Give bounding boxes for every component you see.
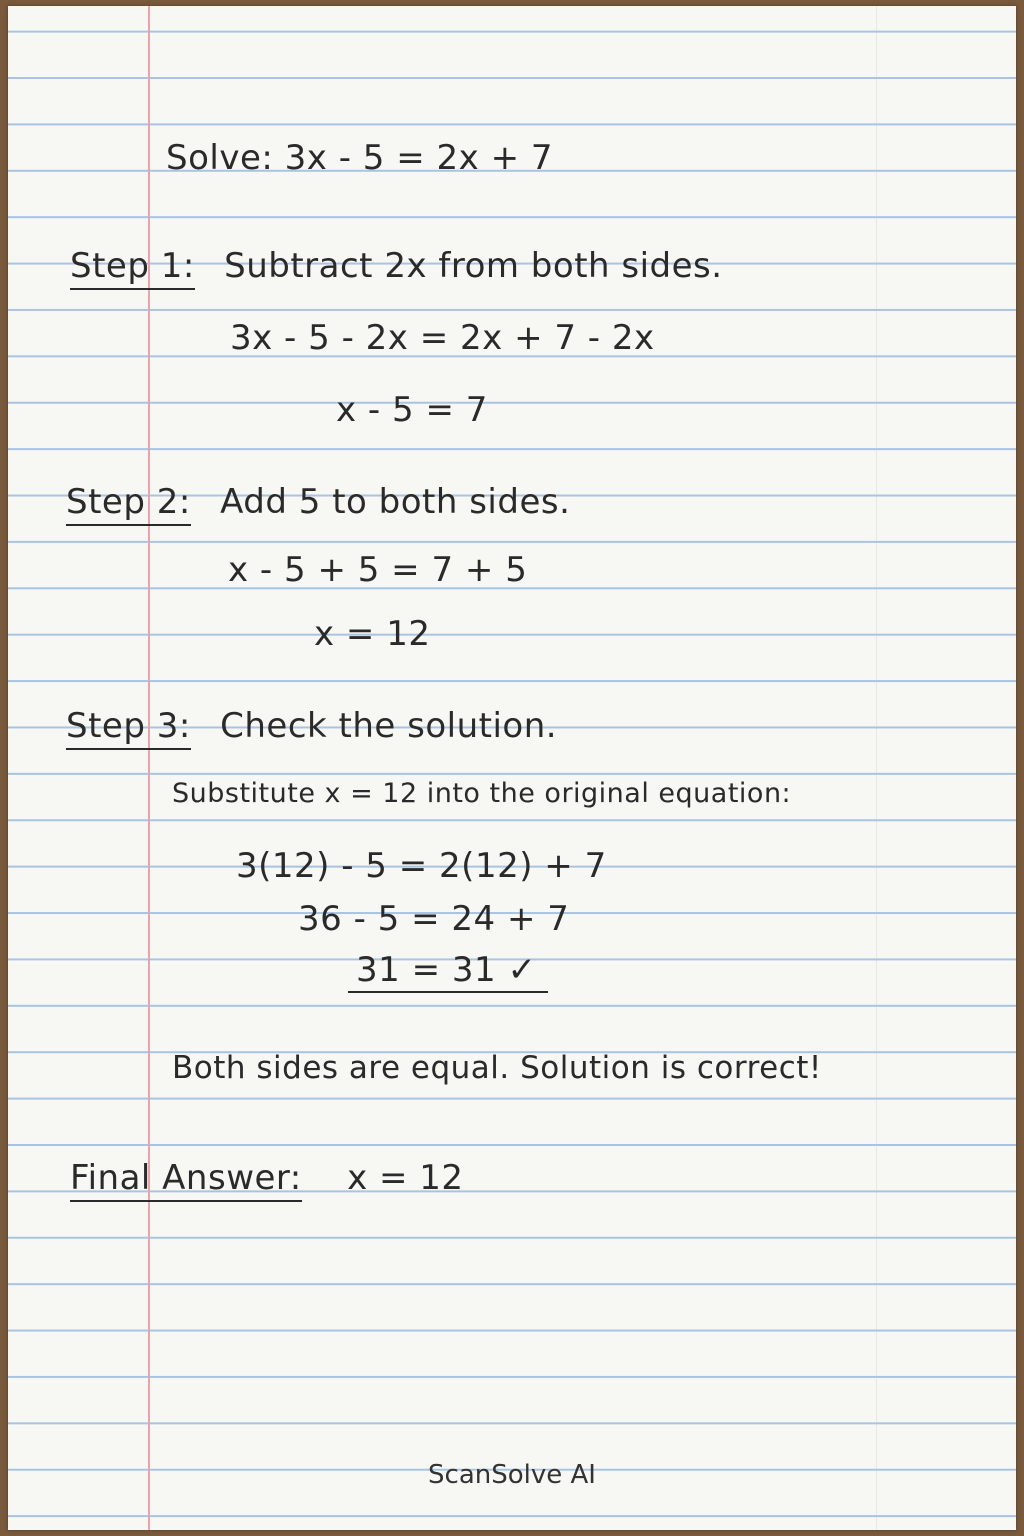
step2-equation-2: x = 12 bbox=[314, 614, 431, 654]
step3-substitute-text: Substitute x = 12 into the original equation: bbox=[172, 778, 792, 809]
step3-row bbox=[66, 706, 557, 750]
notebook-paper bbox=[8, 6, 1016, 1530]
step1-text: Subtract 2x from both sides. bbox=[224, 246, 723, 286]
step3-text: Check the solution. bbox=[220, 706, 558, 746]
brand-watermark: ScanSolve AI bbox=[428, 1460, 596, 1490]
step1-label: Step 1: bbox=[70, 246, 195, 290]
step1-equation-2: x - 5 = 7 bbox=[336, 390, 488, 430]
step2-equation-1: x - 5 + 5 = 7 + 5 bbox=[228, 550, 528, 590]
final-answer-row bbox=[70, 1158, 464, 1202]
check-equation-2: 36 - 5 = 24 + 7 bbox=[298, 899, 570, 939]
step2-text: Add 5 to both sides. bbox=[220, 482, 571, 522]
problem-statement: Solve: 3x - 5 = 2x + 7 bbox=[166, 138, 553, 178]
step1-equation-1: 3x - 5 - 2x = 2x + 7 - 2x bbox=[230, 318, 655, 358]
step2-row bbox=[66, 482, 570, 526]
step3-label: Step 3: bbox=[66, 706, 191, 750]
final-answer-label: Final Answer: bbox=[70, 1158, 302, 1202]
check-equation-3: 31 = 31 ✓ bbox=[356, 950, 537, 990]
check-underline bbox=[348, 991, 548, 993]
final-answer-value: x = 12 bbox=[347, 1158, 464, 1198]
conclusion-text: Both sides are equal. Solution is correct! bbox=[172, 1050, 822, 1086]
check-equation-1: 3(12) - 5 = 2(12) + 7 bbox=[236, 846, 607, 886]
step2-label: Step 2: bbox=[66, 482, 191, 526]
right-guide-line bbox=[876, 6, 877, 1530]
margin-line bbox=[148, 6, 150, 1530]
step1-row bbox=[70, 246, 723, 290]
